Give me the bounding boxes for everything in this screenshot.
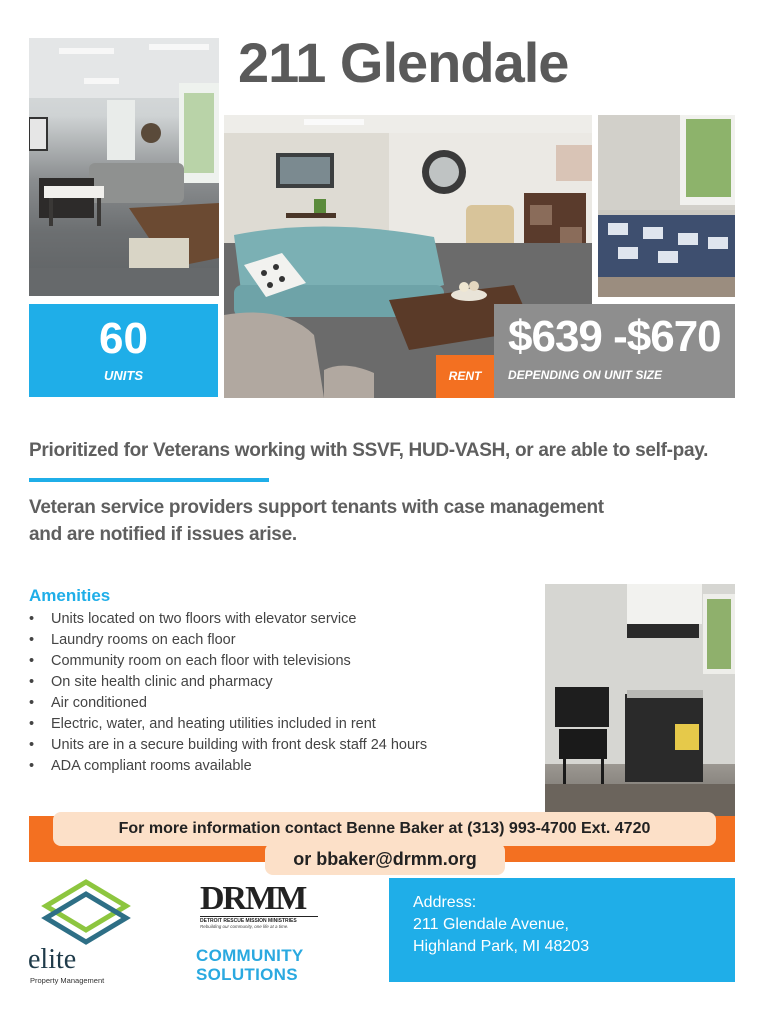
rent-price: $639 -$670: [508, 312, 721, 361]
community-solutions-wordmark: [196, 946, 304, 984]
amenity-item: • Electric, water, and heating utilities included in rent: [29, 714, 539, 735]
contact-phone-line: For more information contact Benne Baker at (313) 993-4700 Ext. 4720: [53, 812, 716, 846]
elite-wordmark: elite: [28, 944, 77, 975]
elite-logo: [28, 878, 138, 986]
lounge-photo: [29, 38, 219, 296]
drmm-wordmark: DRMM: [200, 880, 306, 917]
cs-line-1: COMMUNITY: [196, 946, 304, 965]
contact-email-line: or bbaker@drmm.org: [265, 843, 505, 875]
rent-note: DEPENDING ON UNIT SIZE: [508, 368, 663, 382]
amenity-item: • Units located on two floors with elevator service: [29, 609, 539, 630]
support-statement: Veteran service providers support tenants with case management and are notified if issues arise.: [29, 497, 604, 545]
cs-line-2: SOLUTIONS: [196, 965, 298, 984]
elite-diamond-icon: [28, 878, 138, 948]
units-count: 60: [99, 314, 148, 363]
address-box: [389, 878, 735, 982]
rent-badge: [494, 304, 735, 398]
address-street: 211 Glendale Avenue,: [413, 916, 569, 933]
amenities-list: [29, 609, 539, 777]
priority-statement: Prioritized for Veterans working with SSVF, HUD-VASH, or are able to self-pay.: [29, 440, 709, 461]
bedroom-photo: [598, 115, 735, 297]
drmm-subtitle: DETROIT RESCUE MISSION MINISTRIES: [200, 916, 318, 924]
amenity-item: • Community room on each floor with televisions: [29, 651, 539, 672]
drmm-logo: [196, 878, 321, 988]
divider-rule: [29, 478, 269, 482]
amenity-item: • On site health clinic and pharmacy: [29, 672, 539, 693]
drmm-tagline: Rebuilding our community, one life at a time.: [200, 924, 289, 929]
units-label: UNITS: [104, 368, 143, 383]
address-city: Highland Park, MI 48203: [413, 938, 590, 955]
property-title: 211 Glendale: [238, 31, 569, 94]
units-badge: [29, 304, 218, 397]
amenities-heading: Amenities: [29, 586, 111, 605]
amenity-item: • Air conditioned: [29, 693, 539, 714]
kitchen-photo: [545, 584, 735, 817]
amenity-item: • Laundry rooms on each floor: [29, 630, 539, 651]
elite-subtitle: Property Management: [30, 976, 105, 985]
rent-label: RENT: [436, 355, 494, 398]
amenity-item: • Units are in a secure building with front desk staff 24 hours: [29, 735, 539, 756]
address-label: Address:: [413, 894, 477, 911]
amenity-item: • ADA compliant rooms available: [29, 756, 539, 777]
